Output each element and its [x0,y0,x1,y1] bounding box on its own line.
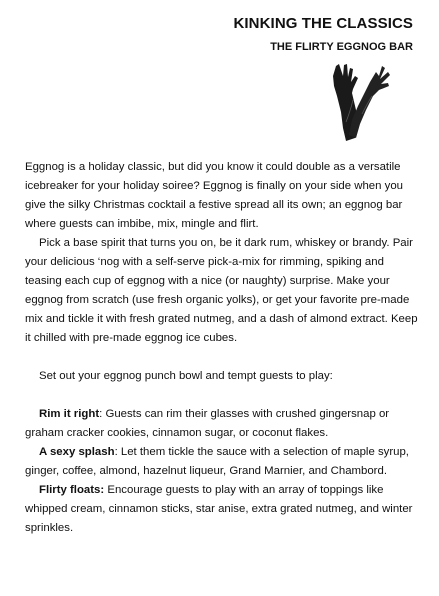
tip-flirty-floats [25,481,421,538]
tip-label: Rim it right [39,408,100,420]
article-body [25,158,421,538]
black-gloves-illustration [322,62,394,144]
intro-paragraph: Eggnog is a holiday classic, but did you know it could double as a versatile icebreaker for your holiday soiree? Eggnog is finally on your side when you give the silky Christmas cocktail a festive spread all its own; an eggnog bar where guests can imbibe, mix, mingle and flirt. [25,161,404,230]
tip-label: A sexy splash [39,446,115,458]
tip-text: : Guests can rim their glasses with crushed gingersnap or graham cracker cookies, cinnamon sugar, or coconut flakes. [25,408,390,439]
page-title: KINKING THE CLASSICS [233,15,413,32]
tip-text: Encourage guests to play with an array of toppings like whipped cream, cinnamon sticks, star anise, extra grated nutmeg, and winter sprinkles. [25,484,413,534]
tip-text: : Let them tickle the sauce with a selection of maple syrup, ginger, coffee, almond, hazelnut liqueur, Grand Marnier, and Chambord. [25,446,409,477]
setup-paragraph: Set out your eggnog punch bowl and tempt guests to play: [39,370,333,382]
tip-sexy-splash [25,443,421,481]
tip-rim-it-right [25,405,421,443]
spirits-paragraph: Pick a base spirit that turns you on, be it dark rum, whiskey or brandy. Pair your delicious ‘nog with a self-serve pick-a-mix for rimming, spiking and teasing each cup of eggnog with a nice (or naughty) surprise. Make your eggnog from scratch (use fresh organic yolks), or get your favorite pre-made mix and tickle it with fresh grated nutmeg, and a dash of almond extract. Keep it chilled with pre-made eggnog ice cubes. [25,237,418,344]
tip-label: Flirty floats: [39,484,105,496]
page-subtitle: THE FLIRTY EGGNOG BAR [270,41,413,53]
